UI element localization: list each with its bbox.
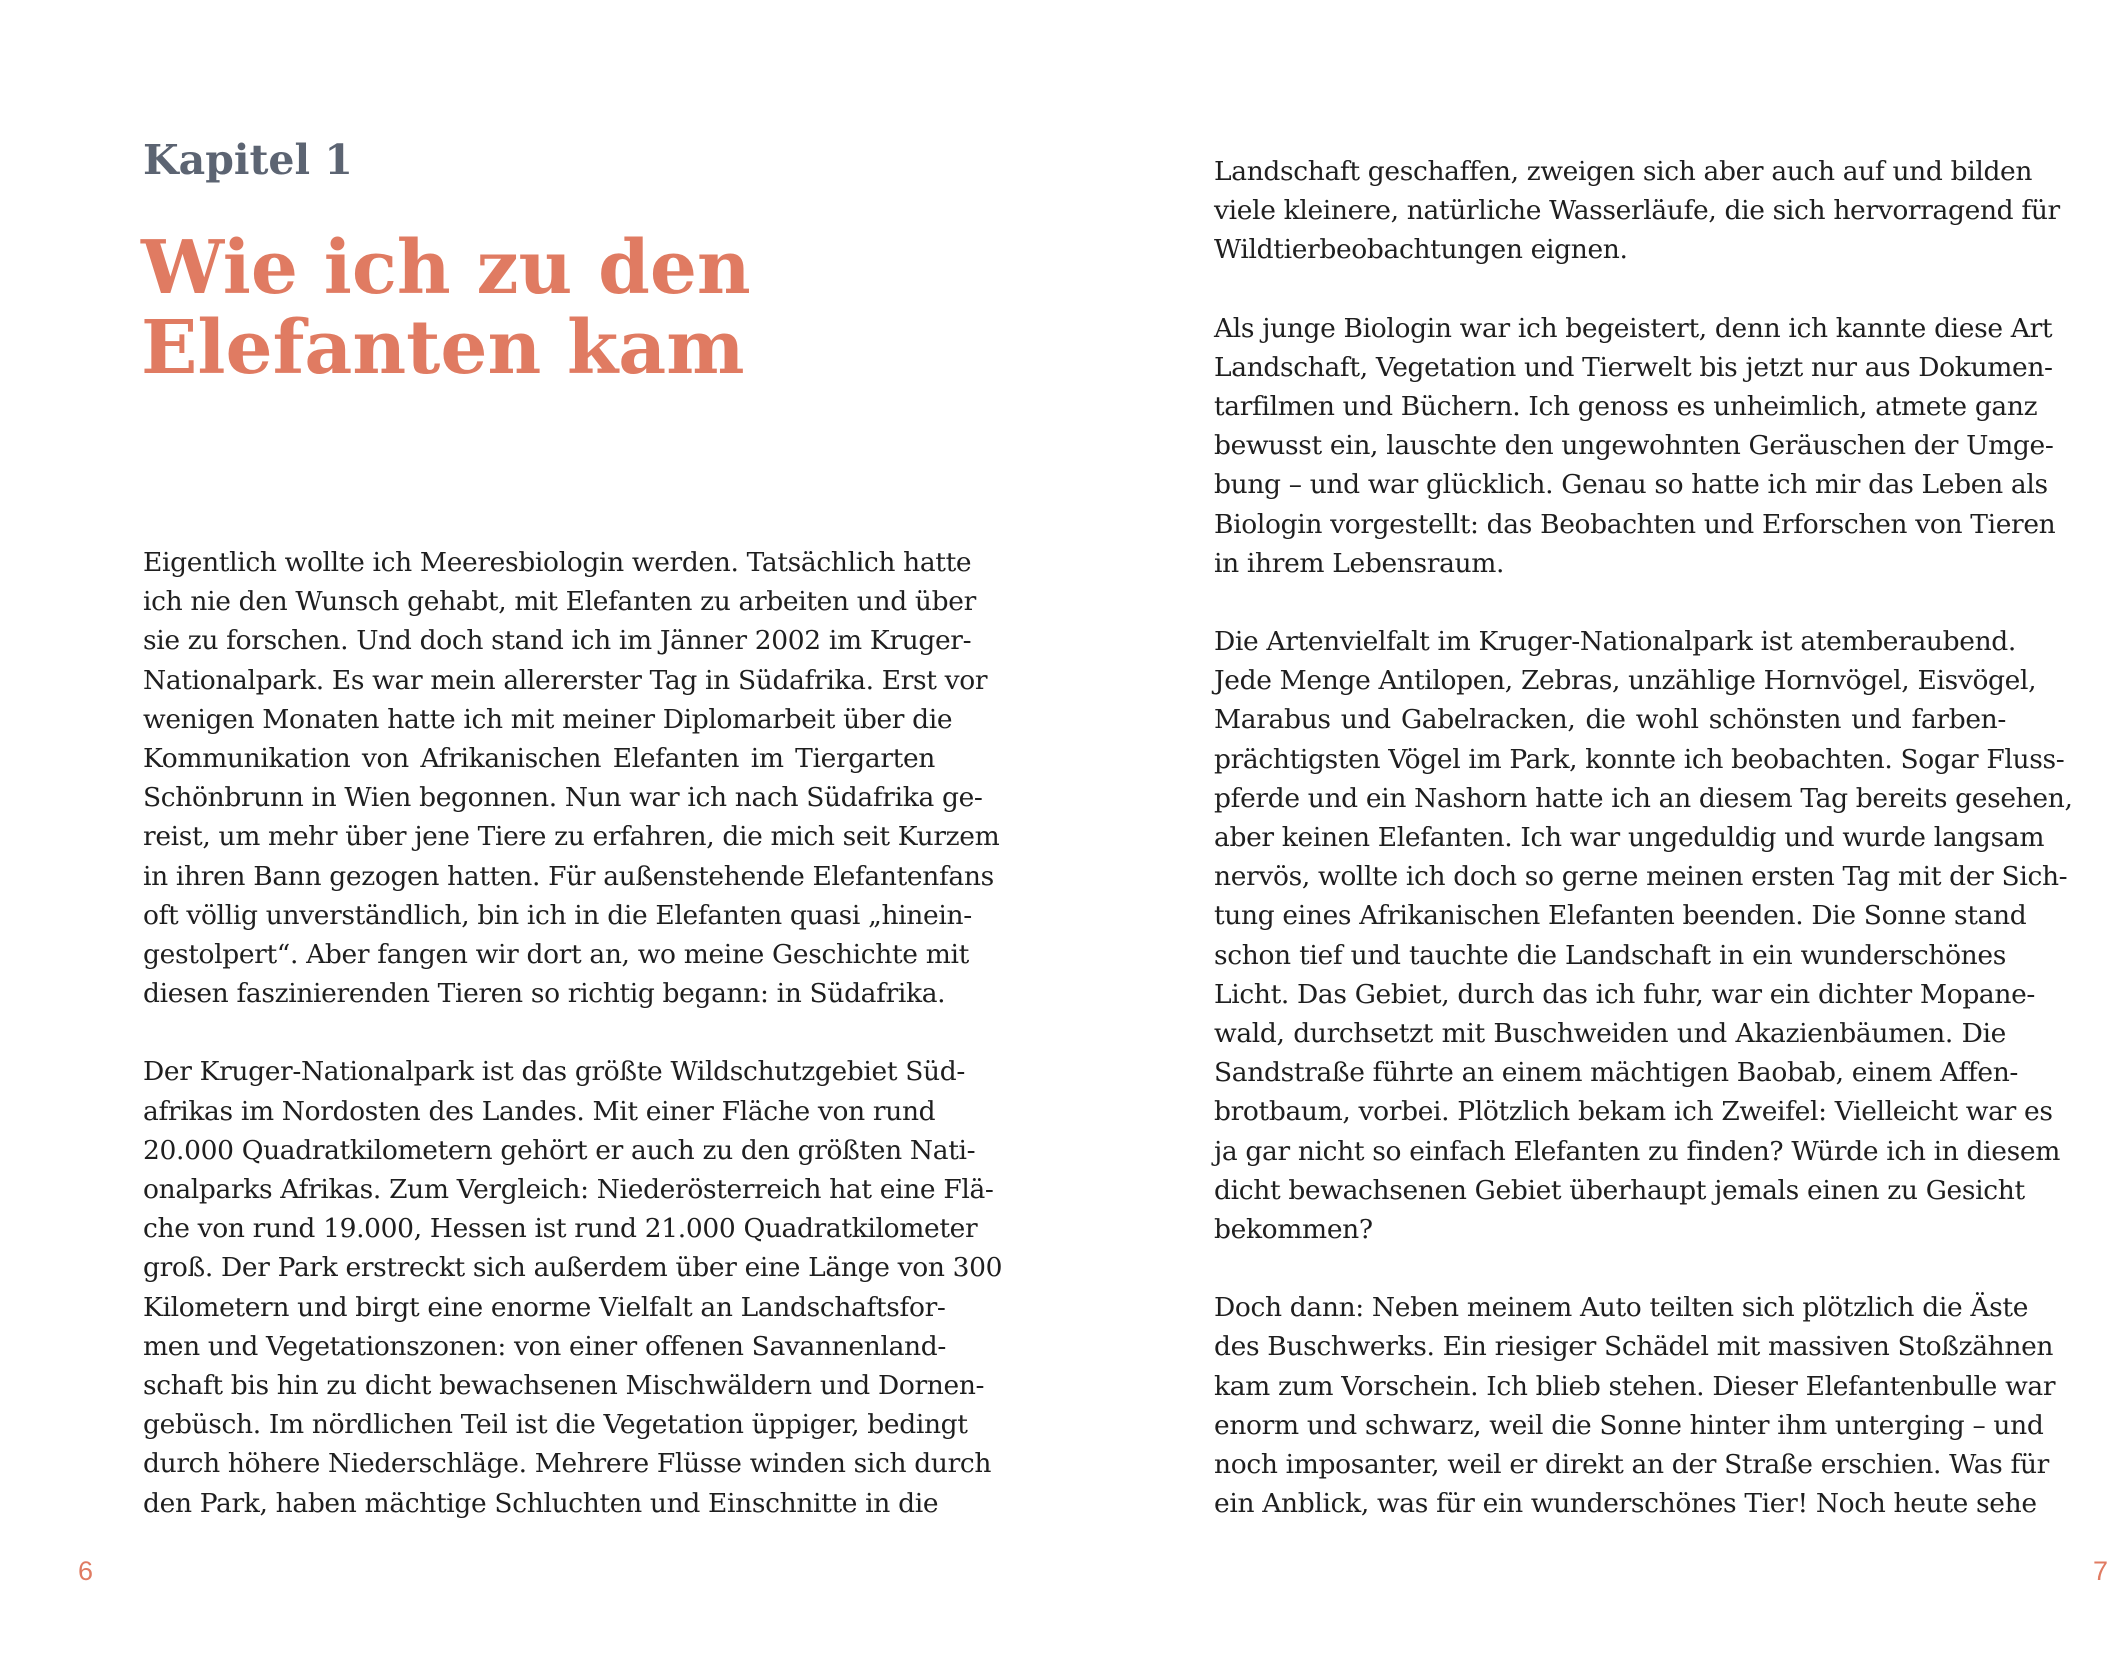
- text-line: brotbaum, vorbei. Plötzlich bekam ich Zweifel: Vielleicht war es: [1214, 1096, 2053, 1128]
- text-line: che von rund 19.000, Hessen ist rund 21.000 Quadratkilometer: [143, 1213, 978, 1245]
- text-line: Biologin vorgestellt: das Beobachten und Erforschen von Tieren: [1214, 508, 2056, 540]
- body-paragraph: [1214, 309, 2056, 583]
- text-line: prächtigsten Vögel im Park, konnte ich beobachten. Sogar Fluss-: [1214, 743, 2065, 775]
- text-line: kam zum Vorschein. Ich blieb stehen. Dieser Elefantenbulle war: [1214, 1370, 2056, 1402]
- text-line: Kommunikation von Afrikanischen Elefanten im Tiergarten: [143, 743, 935, 775]
- text-line: onalparks Afrikas. Zum Vergleich: Niederösterreich hat eine Flä-: [143, 1174, 994, 1206]
- text-line: Jede Menge Antilopen, Zebras, unzählige Hornvögel, Eisvögel,: [1214, 665, 2037, 697]
- body-paragraph: [143, 543, 1000, 1013]
- right-body-text: [1214, 152, 2073, 1524]
- text-line: ja gar nicht so einfach Elefanten zu finden? Würde ich in diesem: [1214, 1135, 2060, 1167]
- text-line: afrikas im Nordosten des Landes. Mit einer Fläche von rund: [143, 1095, 936, 1127]
- text-line: in ihrem Lebensraum.: [1214, 547, 1505, 579]
- text-line: Nationalpark. Es war mein allererster Tag in Südafrika. Erst vor: [143, 664, 988, 696]
- text-line: durch höhere Niederschläge. Mehrere Flüsse winden sich durch: [143, 1448, 992, 1480]
- text-line: diesen faszinierenden Tieren so richtig begann: in Südafrika.: [143, 978, 946, 1010]
- text-line: sie zu forschen. Und doch stand ich im Jänner 2002 im Kruger-: [143, 625, 972, 657]
- body-paragraph: [143, 1052, 1003, 1522]
- text-line: gestolpert“. Aber fangen wir dort an, wo meine Geschichte mit: [143, 939, 969, 971]
- text-line: Kilometern und birgt eine enorme Vielfalt an Landschaftsfor-: [143, 1291, 946, 1323]
- text-line: tung eines Afrikanischen Elefanten beenden. Die Sonne stand: [1214, 900, 2027, 932]
- text-line: Die Artenvielfalt im Kruger-Nationalpark ist atemberaubend.: [1214, 626, 2016, 658]
- text-line: bung – und war glücklich. Genau so hatte ich mir das Leben als: [1214, 469, 2048, 501]
- text-line: gebüsch. Im nördlichen Teil ist die Vegetation üppiger, bedingt: [143, 1409, 968, 1441]
- text-line: oft völlig unverständlich, bin ich in die Elefanten quasi „hinein-: [143, 899, 972, 931]
- text-line: viele kleinere, natürliche Wasserläufe, die sich hervorragend für: [1214, 195, 2060, 227]
- text-line: Der Kruger-Nationalpark ist das größte Wildschutzgebiet Süd-: [143, 1056, 965, 1088]
- body-paragraph: [1214, 622, 2073, 1249]
- left-body-text: [143, 543, 1003, 1523]
- text-line: bewusst ein, lauschte den ungewohnten Geräuschen der Umge-: [1214, 430, 2054, 462]
- text-line: bekommen?: [1214, 1214, 1373, 1246]
- text-line: tarfilmen und Büchern. Ich genoss es unheimlich, atmete ganz: [1214, 391, 2038, 423]
- text-line: Landschaft geschaffen, zweigen sich aber auch auf und bilden: [1214, 156, 2033, 187]
- text-line: reist, um mehr über jene Tiere zu erfahren, die mich seit Kurzem: [143, 821, 1000, 853]
- text-line: enorm und schwarz, weil die Sonne hinter ihm unterging – und: [1214, 1409, 2044, 1441]
- text-line: groß. Der Park erstreckt sich außerdem über eine Länge von 300: [143, 1252, 1003, 1284]
- text-line: wald, durchsetzt mit Buschweiden und Akazienbäumen. Die: [1214, 1018, 2006, 1050]
- text-line: Wildtierbeobachtungen eignen.: [1214, 234, 1628, 266]
- page-number-right: 7: [2092, 1556, 2108, 1586]
- chapter-title: [141, 225, 1041, 391]
- text-line: pferde und ein Nashorn hatte ich an diesem Tag bereits gesehen,: [1214, 782, 2073, 814]
- text-line: Licht. Das Gebiet, durch das ich fuhr, war ein dichter Mopane-: [1214, 978, 2036, 1010]
- text-line: ein Anblick, was für ein wunderschönes Tier! Noch heute sehe: [1214, 1488, 2037, 1520]
- text-line: Als junge Biologin war ich begeistert, denn ich kannte diese Art: [1214, 312, 2053, 344]
- chapter-title-line: Wie ich zu den: [141, 225, 751, 311]
- body-paragraph: [1214, 1288, 2056, 1523]
- text-line: des Buschwerks. Ein riesiger Schädel mit massiven Stoßzähnen: [1214, 1331, 2054, 1363]
- text-line: Eigentlich wollte ich Meeresbiologin werden. Tatsächlich hatte: [143, 547, 972, 578]
- text-line: Doch dann: Neben meinem Auto teilten sich plötzlich die Äste: [1214, 1292, 2029, 1324]
- page-number-left: 6: [78, 1556, 94, 1586]
- text-line: ich nie den Wunsch gehabt, mit Elefanten zu arbeiten und über: [143, 586, 976, 618]
- text-line: dicht bewachsenen Gebiet überhaupt jemals einen zu Gesicht: [1214, 1174, 2025, 1206]
- text-line: Sandstraße führte an einem mächtigen Baobab, einem Affen-: [1214, 1057, 2019, 1089]
- right-page: [1063, 0, 2126, 1654]
- text-line: den Park, haben mächtige Schluchten und Einschnitte in die: [143, 1487, 939, 1519]
- text-line: noch imposanter, weil er direkt an der Straße erschien. Was für: [1214, 1449, 2049, 1481]
- text-line: aber keinen Elefanten. Ich war ungeduldig und wurde langsam: [1214, 822, 2045, 854]
- text-line: schon tief und tauchte die Landschaft in ein wunderschönes: [1214, 939, 2006, 971]
- chapter-label: Kapitel 1: [143, 136, 353, 184]
- text-line: in ihren Bann gezogen hatten. Für außenstehende Elefantenfans: [143, 860, 994, 892]
- text-line: Landschaft, Vegetation und Tierwelt bis jetzt nur aus Dokumen-: [1214, 351, 2053, 383]
- text-line: Schönbrunn in Wien begonnen. Nun war ich nach Südafrika ge-: [143, 782, 983, 814]
- text-line: Marabus und Gabelracken, die wohl schönsten und farben-: [1214, 704, 2006, 736]
- text-line: wenigen Monaten hatte ich mit meiner Diplomarbeit über die: [143, 703, 953, 735]
- text-line: schaft bis hin zu dicht bewachsenen Mischwäldern und Dornen-: [143, 1370, 985, 1402]
- text-line: men und Vegetationszonen: von einer offenen Savannenland-: [143, 1330, 946, 1362]
- text-line: nervös, wollte ich doch so gerne meinen ersten Tag mit der Sich-: [1214, 861, 2068, 893]
- chapter-title-line: Elefanten kam: [141, 305, 745, 391]
- text-line: 20.000 Quadratkilometern gehört er auch zu den größten Nati-: [143, 1134, 976, 1166]
- body-paragraph: [1214, 152, 2060, 270]
